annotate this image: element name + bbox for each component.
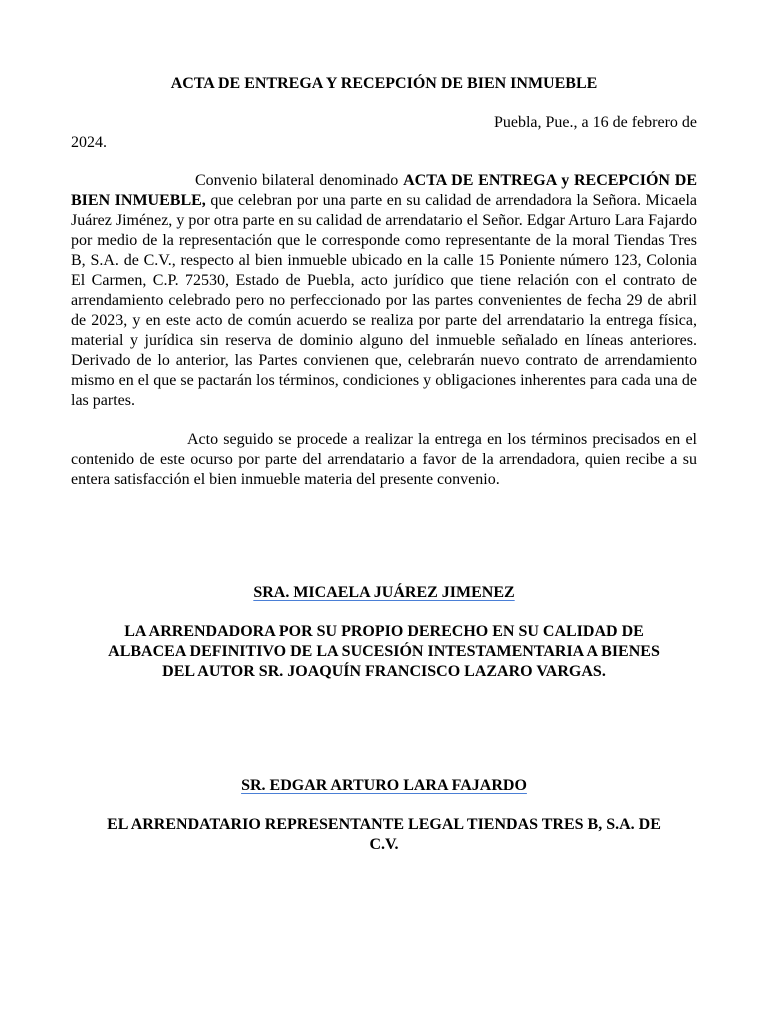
landlord-name (0, 583, 768, 603)
place-date-line1: Puebla, Pue., a 16 de febrero de (493, 114, 697, 131)
tenant-caption: EL ARRENDATARIO REPRESENTANTE LEGAL TIENDAS TRES B, S.A. DE C.V. (107, 816, 661, 853)
place-date-line2: 2024. (71, 134, 107, 151)
paragraph-body: que celebran por una parte en su calidad de arrendadora la Señora. Micaela Juárez Jiménez, y por otra parte en su calidad de arrendatario el Señor. Edgar Arturo Lara Fajardo por medio de la representación que le corresponde como representante de la moral Tiendas Tres B, S.A. de C.V., respecto al bien inmueble ubicado en la calle 15 Poniente número 123, Colonia El Carmen, C.P. 72530, Estado de Puebla, acto jurídico que tiene relación con el contrato de arrendamiento celebrado pero no perfeccionado por las partes convenientes de fecha 29 de abril de 2023, y en este acto de común acuerdo se realiza por parte del arrendatario la entrega física, material y jurídica sin reserva de dominio alguno del inmueble señalado en líneas anteriores. Derivado de lo anterior, las Partes convienen que, celebrarán nuevo contrato de arrendamiento mismo en el que se pactarán los términos, condiciones y obligaciones inherentes para cada una de las partes. (71, 192, 698, 409)
paragraph-intro: Convenio bilateral denominado (195, 172, 404, 189)
tenant-name-text: SR. EDGAR ARTURO LARA FAJARDO (241, 777, 527, 794)
document-title: ACTA DE ENTREGA Y RECEPCIÓN DE BIEN INMUEBLE (170, 75, 598, 92)
landlord-caption: LA ARRENDADORA POR SU PROPIO DERECHO EN SU CALIDAD DE ALBACEA DEFINITIVO DE LA SUCESIÓN INTESTAMENTARIA A BIENES DEL AUTOR SR. JOAQUÍN FRANCISCO LAZARO VARGAS. (108, 623, 660, 680)
delivery-paragraph (71, 430, 697, 490)
agreement-name: ACTA DE ENTREGA y RECEPCIÓN DE BIEN INMUEBLE, (71, 172, 697, 209)
place-date (71, 113, 697, 153)
delivery-text: Acto seguido se procede a realizar la entrega en los términos precisados en el contenido de este ocurso por parte del arrendatario a favor de la arrendadora, quien recibe a su entera satisfacción el bien inmueble materia del presente convenio. (71, 431, 697, 488)
landlord-name-text: SRA. MICAELA JUÁREZ JIMENEZ (253, 584, 515, 601)
tenant-name (0, 776, 768, 796)
agreement-paragraph (71, 171, 697, 411)
